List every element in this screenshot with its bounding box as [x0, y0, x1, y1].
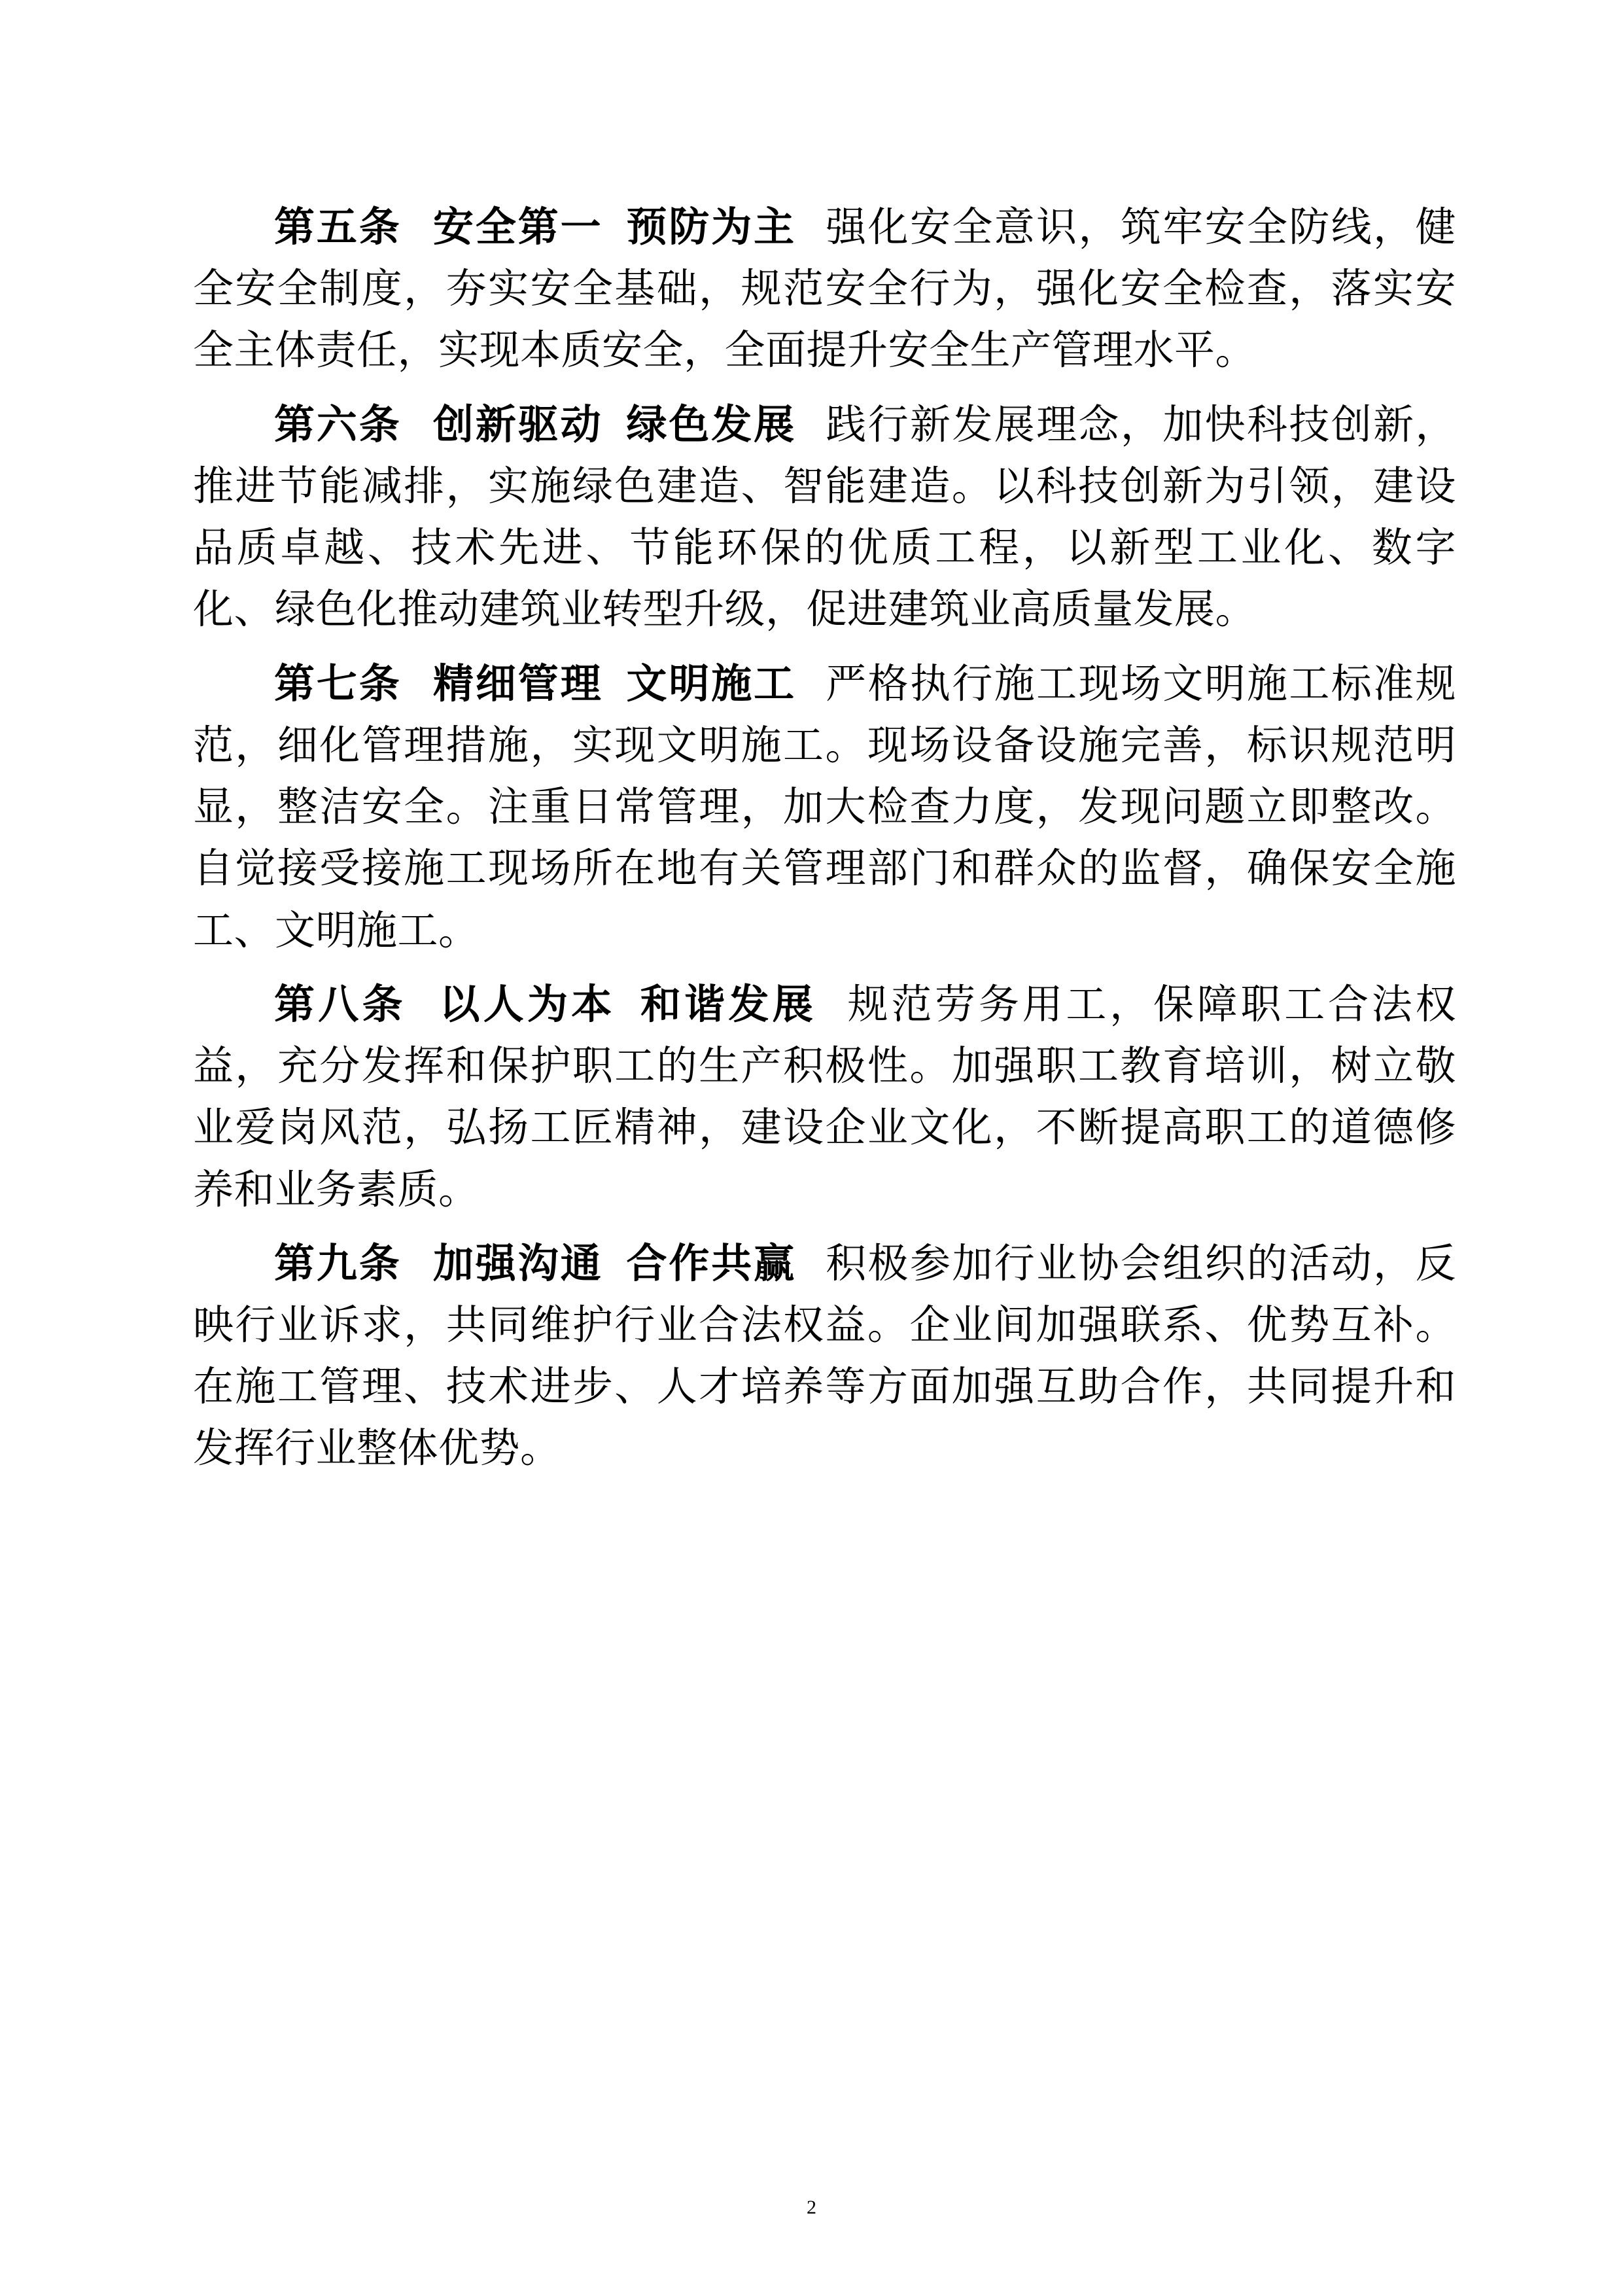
article-8-title-a: 以人为本 [436, 980, 616, 1028]
article-7-heading [274, 660, 796, 707]
article-5-body: 强化安全意识，筑牢安全防线，健全安全制度，夯实安全基础，规范安全行为，强化安全检查，落实安全主体责任，实现本质安全，全面提升安全生产管理水平。 [193, 205, 1456, 374]
article-8-title-b: 和谐发展 [637, 980, 816, 1028]
article-9 [193, 1233, 1456, 1480]
article-7 [193, 653, 1456, 962]
article-6-heading [274, 400, 796, 448]
article-5 [193, 196, 1456, 382]
article-7-title-a: 精细管理 [432, 659, 603, 707]
article-8-number: 第八条 [274, 980, 406, 1028]
article-8-heading [274, 980, 816, 1028]
page-number: 2 [807, 2197, 816, 2218]
article-8 [193, 974, 1456, 1221]
article-7-number: 第七条 [274, 659, 402, 707]
article-7-title-b: 文明施工 [625, 659, 796, 707]
article-9-title-b: 合作共赢 [625, 1239, 796, 1287]
article-5-title-a: 安全第一 [432, 203, 603, 251]
article-6-number: 第六条 [274, 400, 402, 448]
article-5-title-b: 预防为主 [625, 203, 796, 251]
article-9-heading [274, 1239, 796, 1287]
article-8-body: 规范劳务用工，保障职工合法权益，充分发挥和保护职工的生产积极性。加强职工教育培训，树立敬业爱岗风范，弘扬工匠精神，建设企业文化，不断提高职工的道德修养和业务素质。 [193, 982, 1456, 1212]
article-6 [193, 394, 1456, 641]
article-7-body: 严格执行施工现场文明施工标准规范，细化管理措施，实现文明施工。现场设备设施完善，标识规范明显，整洁安全。注重日常管理，加大检查力度，发现问题立即整改。自觉接受接施工现场所在地有关管理部门和群众的监督，确保安全施工、文明施工。 [193, 662, 1456, 953]
article-9-title-a: 加强沟通 [432, 1239, 603, 1287]
article-6-body: 践行新发展理念，加快科技创新，推进节能减排，实施绿色建造、智能建造。以科技创新为引领，建设品质卓越、技术先进、节能环保的优质工程，以新型工业化、数字化、绿色化推动建筑业转型升级，促进建筑业高质量发展。 [193, 402, 1456, 633]
article-6-title-b: 绿色发展 [625, 400, 796, 448]
article-5-number: 第五条 [274, 203, 402, 251]
article-5-heading [274, 203, 796, 251]
article-6-title-a: 创新驱动 [432, 400, 603, 448]
article-9-body: 积极参加行业协会组织的活动，反映行业诉求，共同维护行业合法权益。企业间加强联系、优势互补。在施工管理、技术进步、人才培养等方面加强互助合作，共同提升和发挥行业整体优势。 [193, 1241, 1456, 1472]
article-9-number: 第九条 [274, 1239, 402, 1287]
